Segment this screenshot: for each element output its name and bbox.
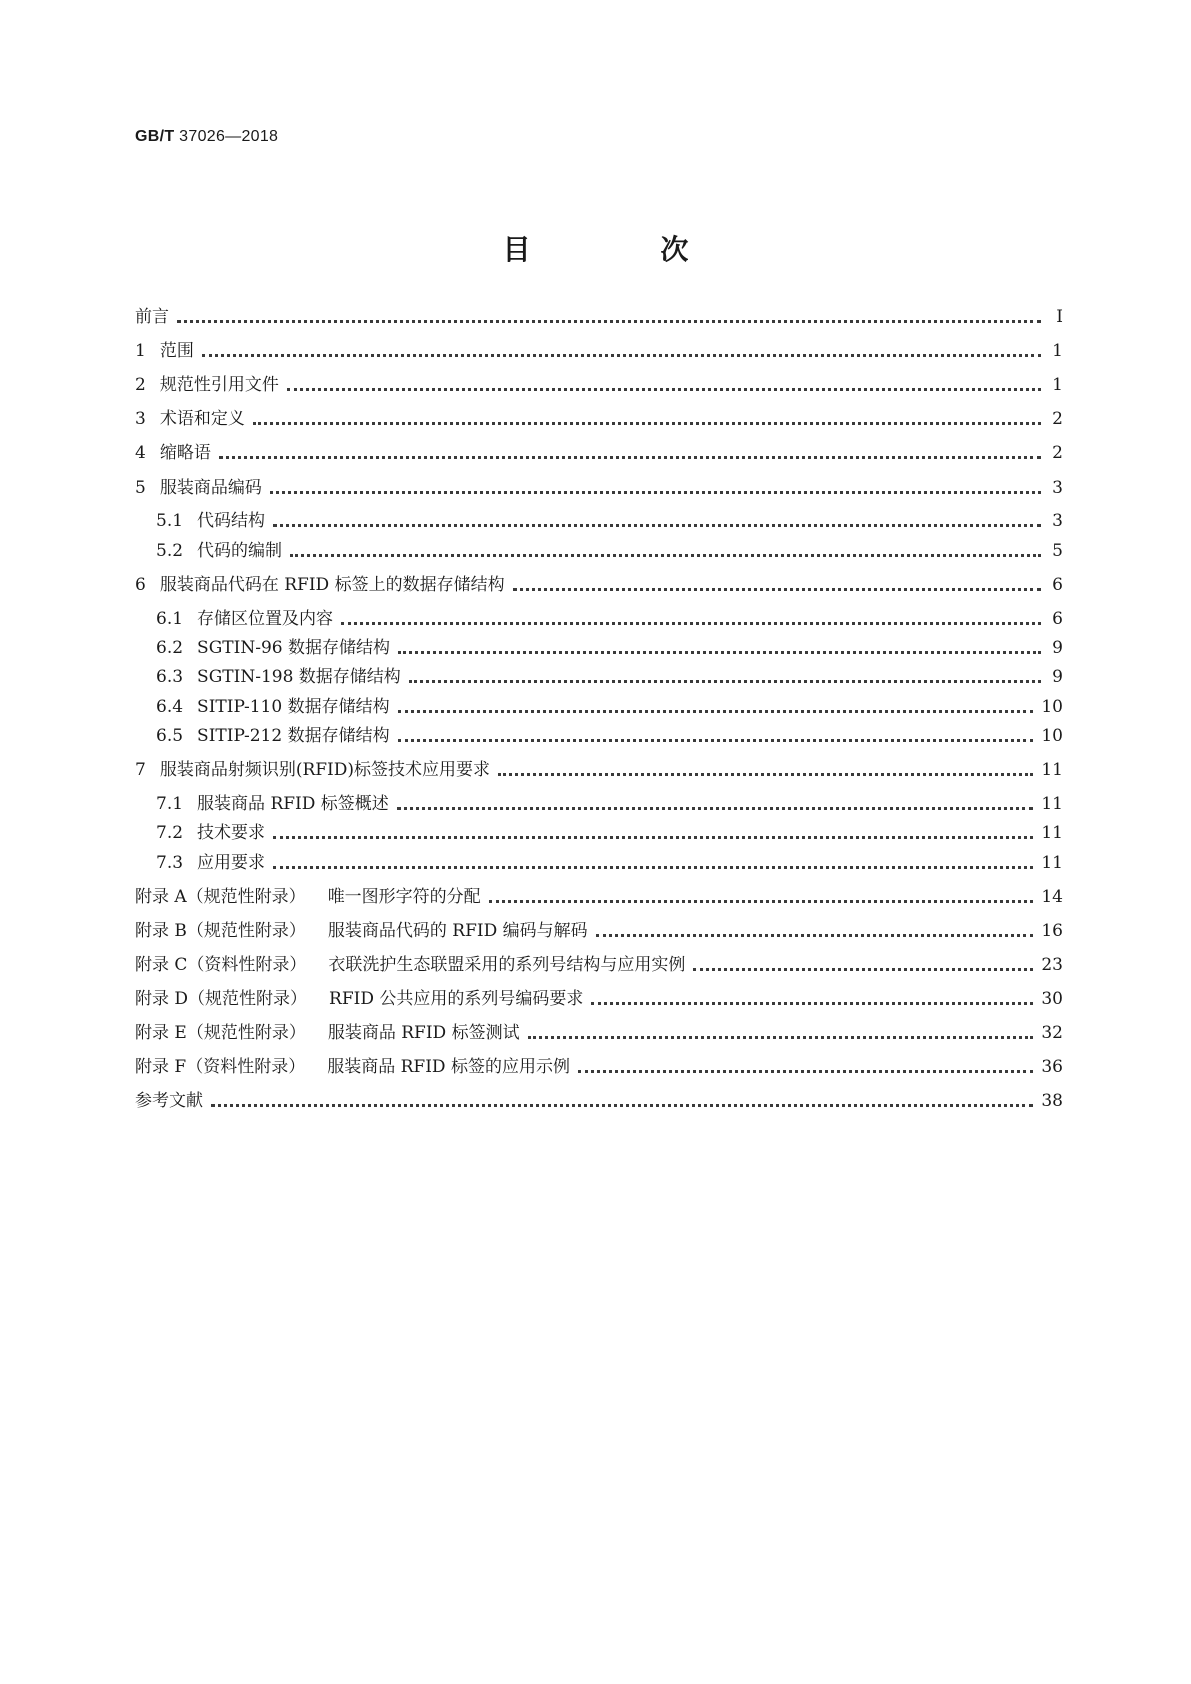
toc-page-number: 11 [1041, 794, 1063, 814]
toc-dot-leader [273, 866, 1033, 869]
toc-entry-title: 服装商品 RFID 标签概述 [197, 794, 389, 814]
standard-prefix: GB/T [135, 128, 175, 145]
toc-entry-number: 5.2 [156, 541, 184, 561]
toc-entry-number: 6.1 [156, 609, 184, 629]
toc-entry[interactable] [135, 756, 1063, 780]
toc-page-number: 10 [1041, 697, 1063, 717]
toc-entry-title: 术语和定义 [159, 409, 245, 429]
toc-entry-title: 服装商品编码 [159, 478, 262, 498]
toc-dot-leader [253, 422, 1041, 425]
toc-entry[interactable] [135, 1019, 1063, 1043]
toc-entry-title: 缩略语 [159, 443, 211, 463]
toc-page-number: 1 [1052, 341, 1063, 361]
toc-entry[interactable] [135, 507, 1063, 531]
toc-entry[interactable] [135, 722, 1063, 746]
toc-entry-title: RFID 公共应用的系列号编码要求 [329, 989, 584, 1009]
toc-page-number: 9 [1052, 667, 1063, 687]
toc-entry-title: 服装商品代码在 RFID 标签上的数据存储结构 [159, 575, 505, 595]
toc-entry[interactable] [135, 303, 1063, 327]
toc-dot-leader [596, 934, 1034, 937]
toc-entry[interactable] [135, 790, 1063, 814]
toc-dot-leader [290, 554, 1041, 557]
toc-entry-title: 应用要求 [197, 853, 266, 873]
toc-appendix-label: 附录 B（规范性附录） [135, 921, 306, 941]
toc-dot-leader [591, 1002, 1033, 1005]
toc-entry[interactable] [135, 985, 1063, 1009]
toc-entry-number: 1 [135, 341, 146, 361]
toc-entry-title: 衣联洗护生态联盟采用的系列号结构与应用实例 [328, 955, 686, 975]
toc-dot-leader [513, 588, 1041, 591]
toc-entry-title: 参考文献 [135, 1091, 203, 1111]
toc-entry-number: 6.4 [156, 697, 184, 717]
toc-entry[interactable] [135, 439, 1063, 463]
toc-page-number: Ⅰ [1056, 307, 1063, 327]
toc-entry[interactable] [135, 693, 1063, 717]
toc-entry-number: 3 [135, 409, 146, 429]
toc-dot-leader [528, 1036, 1034, 1039]
toc-dot-leader [273, 524, 1041, 527]
toc-page-number: 30 [1041, 989, 1063, 1009]
toc-entry[interactable] [135, 537, 1063, 561]
toc-appendix-label: 附录 C（资料性附录） [135, 955, 307, 975]
toc-page-number: 9 [1052, 638, 1063, 658]
toc-entry-number: 4 [135, 443, 146, 463]
toc-dot-leader [409, 680, 1041, 683]
toc-entry-title: SITIP-110 数据存储结构 [197, 697, 390, 717]
toc-entry-number: 7 [135, 760, 146, 780]
toc-dot-leader [693, 968, 1033, 971]
toc-dot-leader [273, 836, 1033, 839]
toc-dot-leader [287, 388, 1041, 391]
toc-entry-title: 服装商品代码的 RFID 编码与解码 [327, 921, 588, 941]
toc-page-number: 11 [1041, 823, 1063, 843]
toc-entry-title: 唯一图形字符的分配 [327, 887, 481, 907]
toc-dot-leader [578, 1070, 1033, 1073]
toc-page-number: 11 [1041, 853, 1063, 873]
toc-dot-leader [177, 320, 1041, 323]
toc-entry[interactable] [135, 405, 1063, 429]
toc-page-number: 6 [1052, 609, 1063, 629]
toc-entry-number: 6.3 [156, 667, 184, 687]
toc-entry[interactable] [135, 474, 1063, 498]
toc-page-number: 36 [1041, 1057, 1063, 1077]
toc-entry[interactable] [135, 883, 1063, 907]
toc-dot-leader [211, 1104, 1033, 1107]
toc-appendix-label: 附录 E（规范性附录） [135, 1023, 306, 1043]
toc-dot-leader [398, 710, 1034, 713]
toc-dot-leader [489, 900, 1034, 903]
toc-appendix-label: 附录 D（规范性附录） [135, 989, 308, 1009]
toc-dot-leader [219, 456, 1041, 459]
toc-entry-title: 技术要求 [197, 823, 266, 843]
toc-entry-title: 前言 [135, 307, 169, 327]
toc-entry[interactable] [135, 951, 1063, 975]
toc-entry-title: SGTIN-96 数据存储结构 [197, 638, 390, 658]
toc-entry[interactable] [135, 819, 1063, 843]
toc-appendix-label: 附录 F（资料性附录） [135, 1057, 306, 1077]
toc-dot-leader [341, 622, 1041, 625]
toc-page-number: 5 [1052, 541, 1063, 561]
toc-entry-number: 7.2 [156, 823, 184, 843]
standard-code [135, 128, 278, 146]
toc-page-number: 38 [1041, 1091, 1063, 1111]
toc-entry-title: 范围 [159, 341, 194, 361]
toc-appendix-label: 附录 A（规范性附录） [135, 887, 306, 907]
toc-dot-leader [397, 807, 1034, 810]
toc-entry-number: 5 [135, 478, 146, 498]
toc-page-number: 16 [1041, 921, 1063, 941]
toc-entry-number: 6.5 [156, 726, 184, 746]
toc-page-number: 3 [1052, 478, 1063, 498]
toc-entry-number: 6 [135, 575, 146, 595]
toc-dot-leader [398, 651, 1041, 654]
toc-dot-leader [270, 491, 1041, 494]
toc-entry[interactable] [135, 371, 1063, 395]
toc-page-number: 11 [1041, 760, 1063, 780]
toc-page-number: 10 [1041, 726, 1063, 746]
toc-page-number: 23 [1041, 955, 1063, 975]
toc-entry-title: SGTIN-198 数据存储结构 [197, 667, 401, 687]
toc-entry[interactable] [135, 849, 1063, 873]
toc-entry[interactable] [135, 917, 1063, 941]
toc-entry-title: 代码结构 [197, 511, 266, 531]
toc-entry[interactable] [135, 571, 1063, 595]
toc-entry-number: 6.2 [156, 638, 184, 658]
toc-entry-title: 代码的编制 [197, 541, 283, 561]
toc-entry-number: 7.1 [156, 794, 184, 814]
standard-number: 37026—2018 [179, 128, 279, 145]
toc-entry-number: 7.3 [156, 853, 184, 873]
toc-entry-title: 服装商品 RFID 标签测试 [327, 1023, 520, 1043]
toc-entry-title: SITIP-212 数据存储结构 [197, 726, 390, 746]
toc-entry[interactable] [135, 663, 1063, 687]
toc-dot-leader [202, 354, 1041, 357]
page-title: 目 次 [502, 233, 749, 266]
toc-page-number: 1 [1052, 375, 1063, 395]
toc-entry[interactable] [135, 605, 1063, 629]
toc-entry[interactable] [135, 1053, 1063, 1077]
toc-entry-number: 5.1 [156, 511, 184, 531]
toc-entry-title: 存储区位置及内容 [197, 609, 334, 629]
toc-entry[interactable] [135, 337, 1063, 361]
toc-page-number: 3 [1052, 511, 1063, 531]
toc-dot-leader [398, 739, 1034, 742]
toc-entry-title: 规范性引用文件 [159, 375, 279, 395]
toc-dot-leader [498, 773, 1033, 776]
toc-page-number: 14 [1041, 887, 1063, 907]
toc-entry-title: 服装商品 RFID 标签的应用示例 [327, 1057, 570, 1077]
toc-entry[interactable] [135, 1087, 1063, 1111]
toc-page-number: 32 [1041, 1023, 1063, 1043]
toc-entry-number: 2 [135, 375, 146, 395]
toc-page-number: 6 [1052, 575, 1063, 595]
toc-entry[interactable] [135, 634, 1063, 658]
toc-page-number: 2 [1052, 409, 1063, 429]
toc-entry-title: 服装商品射频识别(RFID)标签技术应用要求 [159, 760, 491, 780]
toc-page-number: 2 [1052, 443, 1063, 463]
